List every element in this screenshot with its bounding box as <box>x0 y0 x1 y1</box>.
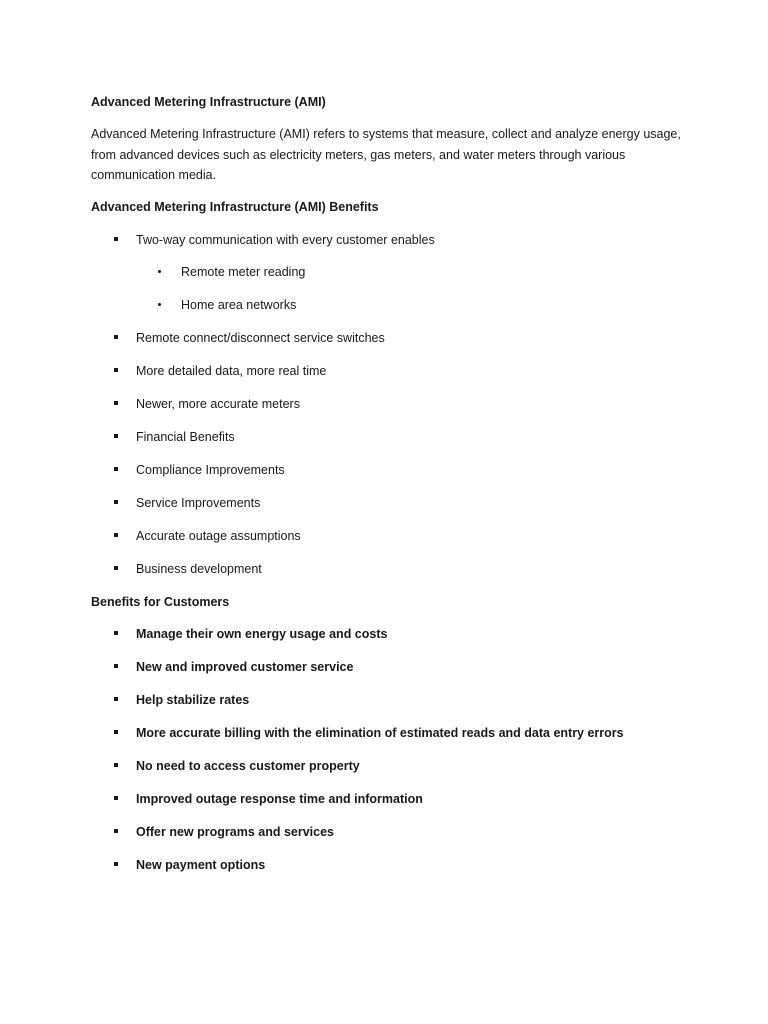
list-item-text: Business development <box>136 562 262 576</box>
list-item-text: Help stabilize rates <box>136 693 250 707</box>
customers-heading: Benefits for Customers <box>91 595 230 609</box>
list-item-text: No need to access customer property <box>136 759 360 773</box>
list-item-text: More detailed data, more real time <box>136 364 327 378</box>
list-item-text: Improved outage response time and information <box>136 792 423 806</box>
list-item-text: Two-way communication with every customer enables <box>136 233 435 247</box>
list-item-text: Service Improvements <box>136 496 261 510</box>
intro-paragraph: Advanced Metering Infrastructure (AMI) refers to systems that measure, collect and analyze energy usage, from advanced devices such as electricity meters, gas meters, and water meters through various communication media. <box>91 127 681 182</box>
document-title: Advanced Metering Infrastructure (AMI) <box>91 95 326 109</box>
list-item-text: New payment options <box>136 858 266 872</box>
list-item-text: Manage their own energy usage and costs <box>136 627 388 641</box>
list-item-text: Offer new programs and services <box>136 825 334 839</box>
list-item-text: Remote connect/disconnect service switches <box>136 331 385 345</box>
list-item-text: New and improved customer service <box>136 660 354 674</box>
list-item-text: More accurate billing with the elimination of estimated reads and data entry errors <box>136 726 624 740</box>
list-item-text: Accurate outage assumptions <box>136 529 301 543</box>
sub-list-item-text: Home area networks <box>181 298 297 312</box>
benefits-heading: Advanced Metering Infrastructure (AMI) Benefits <box>91 200 379 214</box>
list-item-text: Compliance Improvements <box>136 463 285 477</box>
list-item-text: Newer, more accurate meters <box>136 397 300 411</box>
sub-list-item-text: Remote meter reading <box>181 265 306 279</box>
list-item-text: Financial Benefits <box>136 430 235 444</box>
